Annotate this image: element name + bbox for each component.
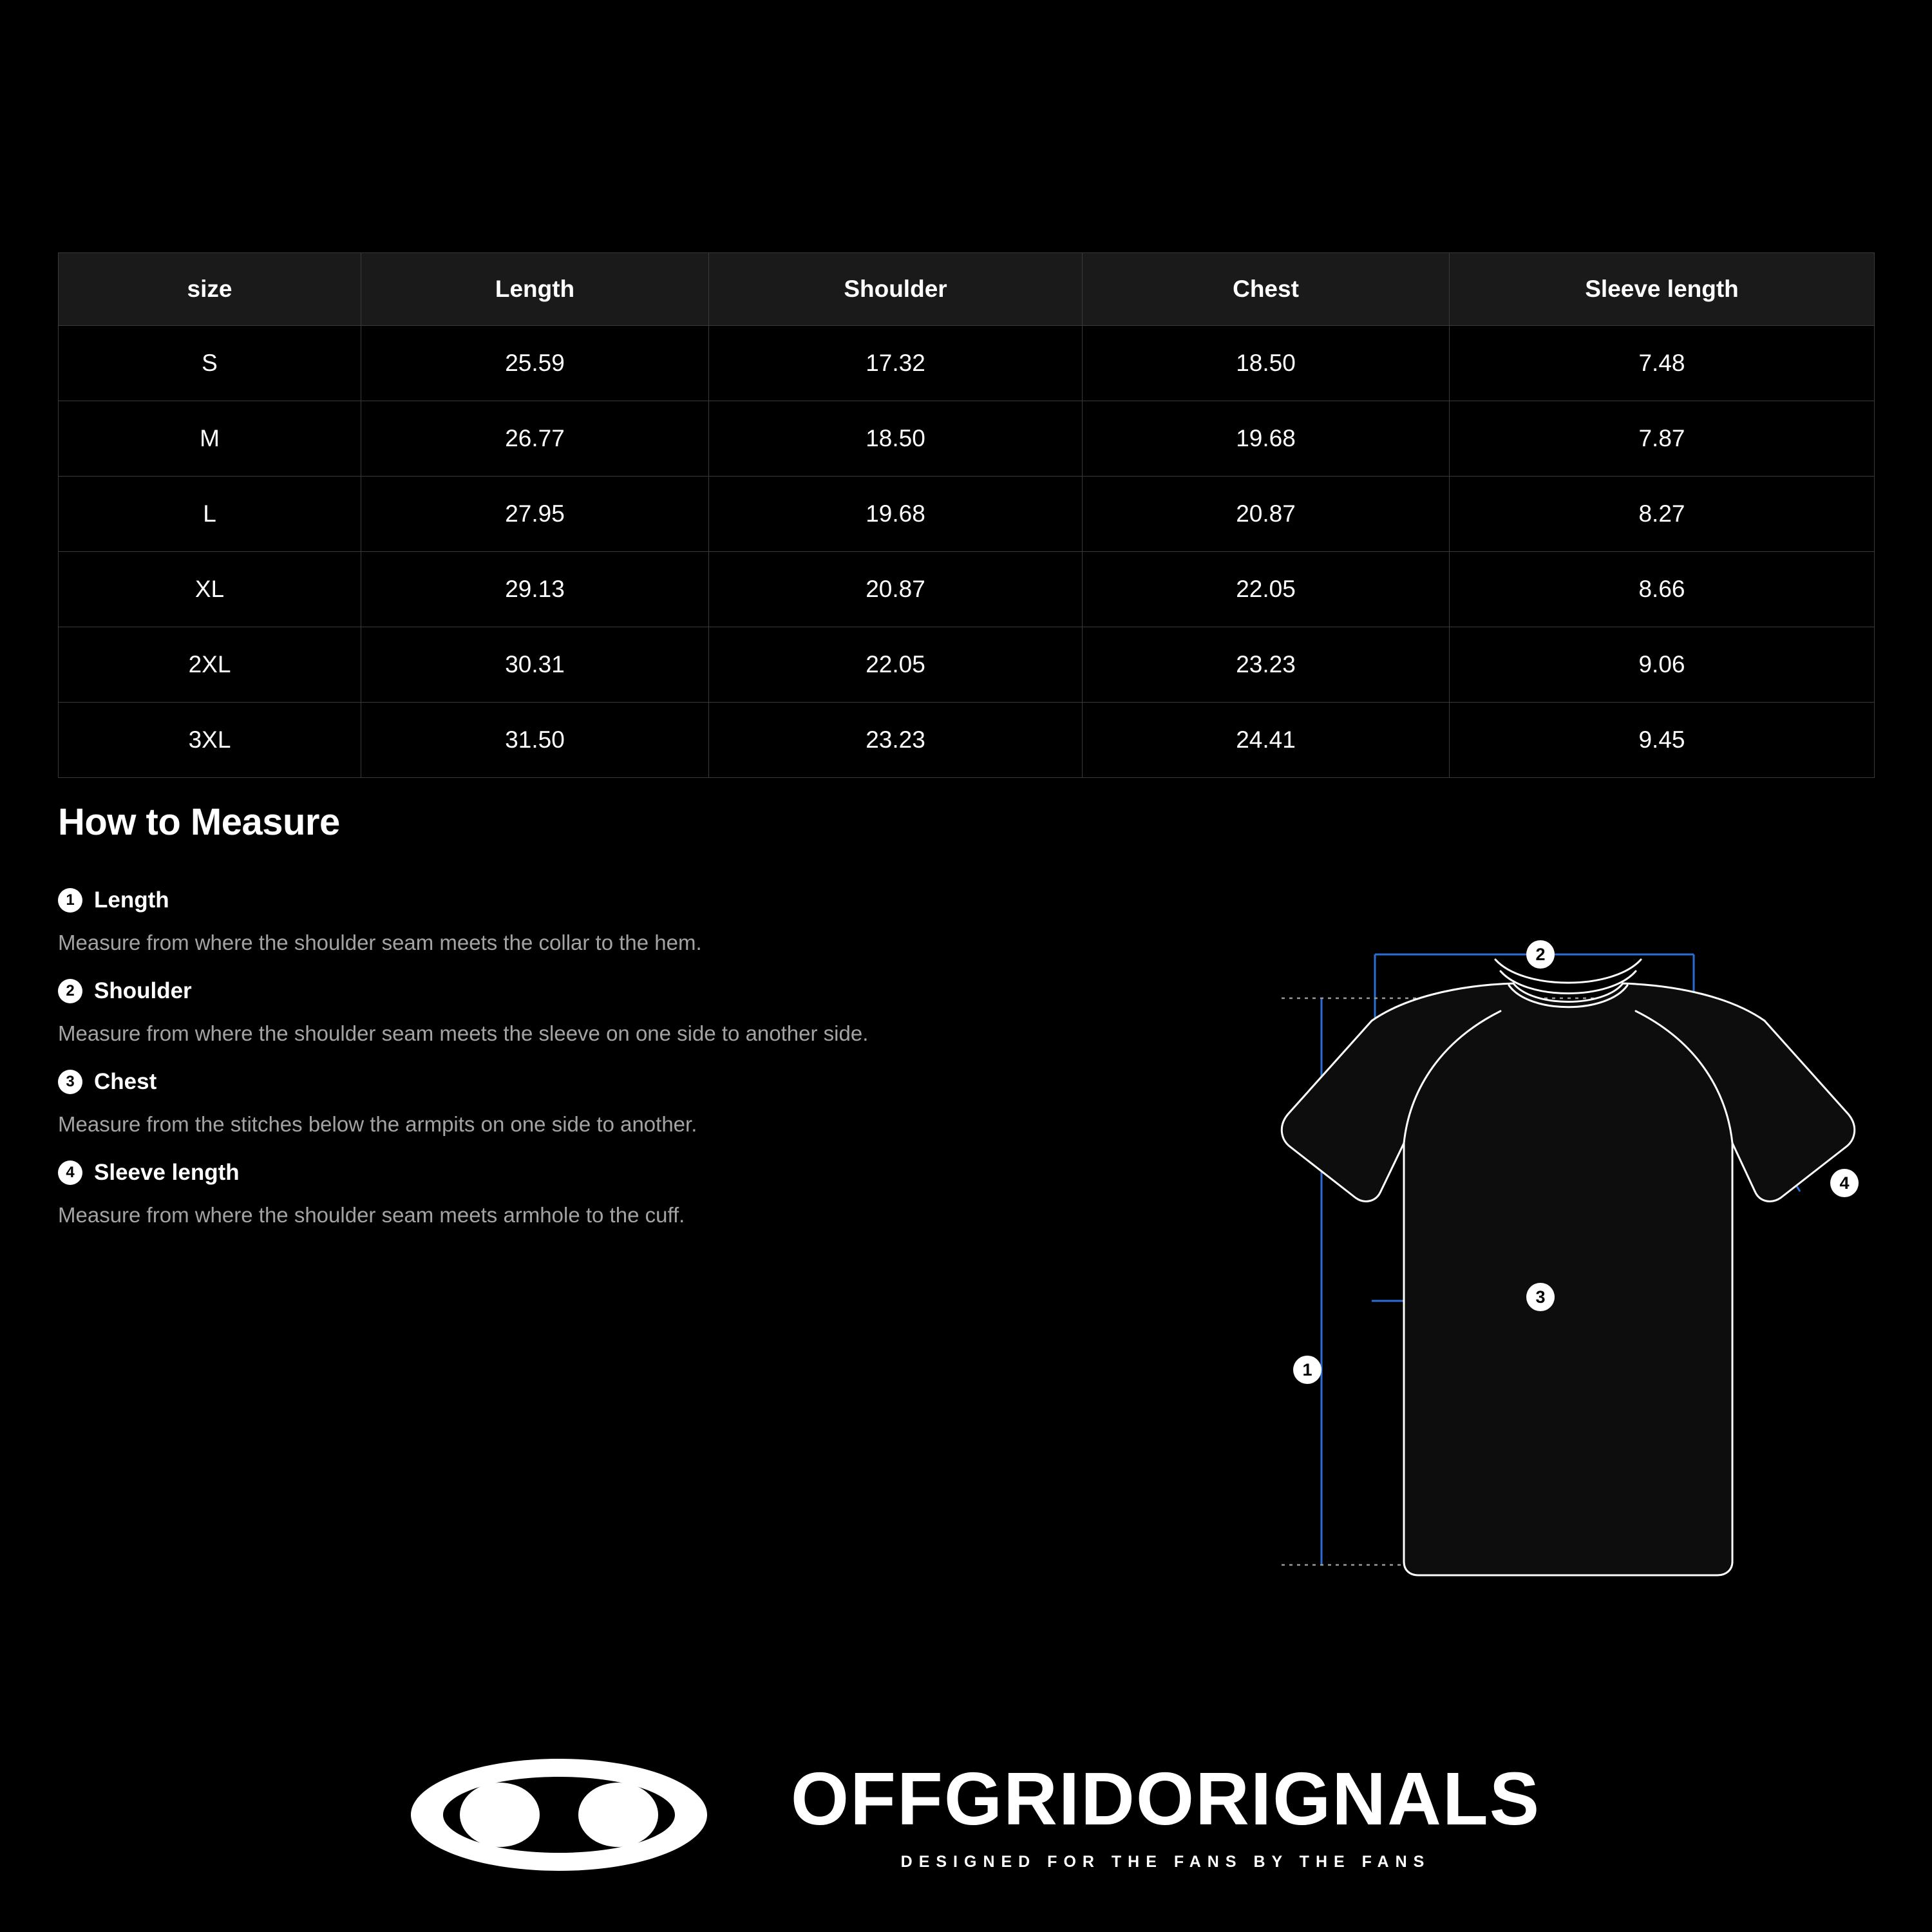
cell-sleeve: 9.06 <box>1450 627 1875 703</box>
number-badge-2: 2 <box>58 979 82 1003</box>
diagram-badge-shoulder: 2 <box>1526 940 1555 969</box>
cell-chest: 19.68 <box>1083 401 1450 477</box>
cell-chest: 18.50 <box>1083 326 1450 401</box>
cell-size: 2XL <box>59 627 361 703</box>
brand-logo-icon <box>392 1754 726 1879</box>
cell-chest: 23.23 <box>1083 627 1450 703</box>
column-header-sleeve-length: Sleeve length <box>1450 253 1875 326</box>
offgrid-oval-logo-svg <box>392 1754 726 1876</box>
measure-item-sleeve-length <box>58 1158 1217 1229</box>
measure-label-chest: Chest <box>94 1068 157 1094</box>
measure-item-length <box>58 886 1217 957</box>
number-badge-1: 1 <box>58 888 82 913</box>
column-header-size: size <box>59 253 361 326</box>
brand-tagline: DESIGNED FOR THE FANS BY THE FANS <box>900 1852 1431 1871</box>
table-row <box>59 627 1875 703</box>
cell-sleeve: 9.45 <box>1450 703 1875 778</box>
column-header-chest: Chest <box>1083 253 1450 326</box>
tshirt-measurement-diagram <box>1243 921 1893 1694</box>
measure-desc-shoulder: Measure from where the shoulder seam meets the sleeve on one side to another side. <box>58 1021 869 1045</box>
measure-head <box>58 1067 1217 1097</box>
measure-desc-chest: Measure from the stitches below the armpits on one side to another. <box>58 1112 697 1136</box>
table-row <box>59 552 1875 627</box>
column-header-shoulder: Shoulder <box>709 253 1083 326</box>
cell-length: 26.77 <box>361 401 709 477</box>
table-row <box>59 326 1875 401</box>
table-row <box>59 477 1875 552</box>
number-badge-3: 3 <box>58 1070 82 1094</box>
measure-head <box>58 976 1217 1006</box>
measure-item-shoulder <box>58 976 1217 1048</box>
cell-sleeve: 7.87 <box>1450 401 1875 477</box>
diagram-badge-chest: 3 <box>1526 1283 1555 1311</box>
measure-instructions <box>58 886 1217 1249</box>
measure-label-shoulder: Shoulder <box>94 978 192 1003</box>
measure-desc-sleeve-length: Measure from where the shoulder seam meets armhole to the cuff. <box>58 1202 685 1227</box>
measure-desc-length: Measure from where the shoulder seam meets the collar to the hem. <box>58 931 702 954</box>
cell-sleeve: 7.48 <box>1450 326 1875 401</box>
cell-shoulder: 22.05 <box>709 627 1083 703</box>
cell-length: 29.13 <box>361 552 709 627</box>
cell-sleeve: 8.66 <box>1450 552 1875 627</box>
measure-label-sleeve-length: Sleeve length <box>94 1159 240 1185</box>
table-row <box>59 401 1875 477</box>
cell-length: 30.31 <box>361 627 709 703</box>
column-header-length: Length <box>361 253 709 326</box>
cell-chest: 20.87 <box>1083 477 1450 552</box>
cell-size: XL <box>59 552 361 627</box>
cell-shoulder: 23.23 <box>709 703 1083 778</box>
cell-size: L <box>59 477 361 552</box>
size-chart-table <box>58 252 1875 778</box>
measure-item-chest <box>58 1067 1217 1139</box>
cell-size: S <box>59 326 361 401</box>
cell-length: 31.50 <box>361 703 709 778</box>
cell-length: 27.95 <box>361 477 709 552</box>
cell-length: 25.59 <box>361 326 709 401</box>
cell-shoulder: 18.50 <box>709 401 1083 477</box>
cell-shoulder: 17.32 <box>709 326 1083 401</box>
brand-block <box>790 1756 1541 1871</box>
tshirt-illustration-svg <box>1243 921 1893 1694</box>
cell-chest: 22.05 <box>1083 552 1450 627</box>
measure-head <box>58 886 1217 915</box>
table-row <box>59 703 1875 778</box>
cell-size: M <box>59 401 361 477</box>
table-header-row <box>59 253 1875 326</box>
cell-chest: 24.41 <box>1083 703 1450 778</box>
tshirt-shape <box>1282 960 1854 1575</box>
diagram-badge-sleeve: 4 <box>1830 1169 1859 1197</box>
cell-sleeve: 8.27 <box>1450 477 1875 552</box>
number-badge-4: 4 <box>58 1160 82 1185</box>
measure-label-length: Length <box>94 887 169 913</box>
page-title: How to Measure <box>58 801 340 843</box>
measure-head <box>58 1158 1217 1188</box>
cell-shoulder: 20.87 <box>709 552 1083 627</box>
brand-name: OFFGRIDORIGNALS <box>790 1756 1541 1841</box>
diagram-badge-length: 1 <box>1293 1356 1321 1384</box>
cell-size: 3XL <box>59 703 361 778</box>
cell-shoulder: 19.68 <box>709 477 1083 552</box>
footer <box>0 1726 1932 1906</box>
